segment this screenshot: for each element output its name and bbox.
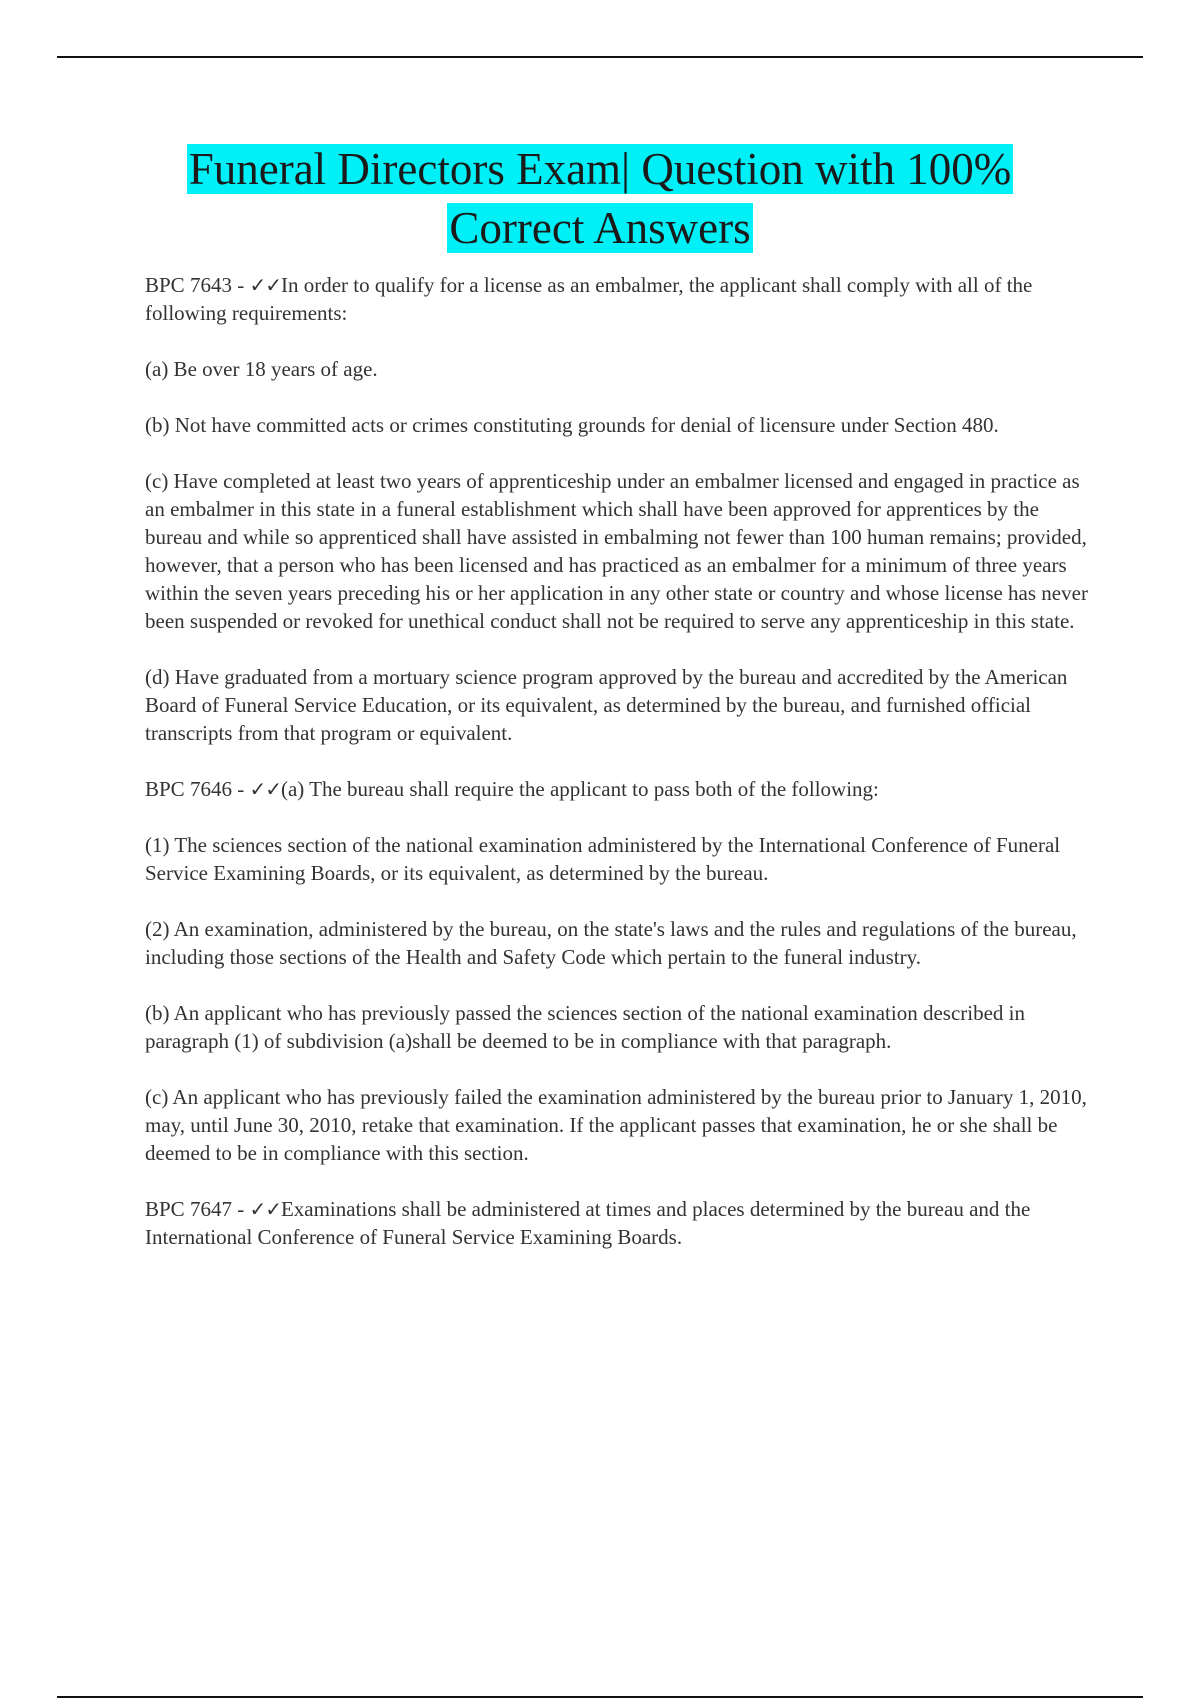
top-rule [57,56,1143,58]
document-body [145,271,1100,1279]
double-check-icon: ✓✓ [249,777,281,801]
paragraph-a: (a) Be over 18 years of age. [145,357,378,381]
title-line-2: Correct Answers [449,203,751,253]
question-bpc-7646 [145,775,1100,803]
paragraph-c: (c) Have completed at least two years of apprenticeship under an embalmer licensed and engaged in practice as an embalmer in this state in a funeral establishment which shall have been approved for apprentices by the bureau and while so apprenticed shall have assisted in embalming not fewer than 100 human remains; provided, however, that a person who has been licensed and has practiced as an embalmer for a minimum of three years within the seven years preceding his or her application in any other state or country and whose license has never been suspended or revoked for unethical conduct shall not be required to serve any apprenticeship in this state. [145,469,1088,633]
question-bpc-7647 [145,1195,1100,1251]
double-check-icon: ✓✓ [249,1197,281,1221]
question-bpc-7643 [145,271,1100,327]
paragraph-d: (d) Have graduated from a mortuary science program approved by the bureau and accredited by the American Board of Funeral Service Education, or its equivalent, as determined by the bureau, and furnished official transcripts from that program or equivalent. [145,665,1068,745]
double-check-icon: ✓✓ [249,273,281,297]
paragraph-1: (1) The sciences section of the national examination administered by the International Conference of Funeral Service Examining Boards, or its equivalent, as determined by the bureau. [145,833,1061,885]
bottom-rule [57,1696,1143,1698]
title-line-1: Funeral Directors Exam| Question with 100% [188,144,1012,194]
answer-text: (a) The bureau shall require the applicant to pass both of the following: [280,777,879,801]
paragraph-b: (b) An applicant who has previously passed the sciences section of the national examination described in paragraph (1) of subdivision (a)shall be deemed to be in compliance with that paragraph. [145,1001,1026,1053]
question-code: BPC 7643 - [145,273,250,297]
answer-text: Examinations shall be administered at times and places determined by the bureau and the International Conference of Funeral Service Examining Boards. [145,1197,1031,1249]
paragraph-2: (2) An examination, administered by the bureau, on the state's laws and the rules and regulations of the bureau, including those sections of the Health and Safety Code which pertain to the funeral industry. [145,917,1077,969]
question-code: BPC 7646 - [145,777,250,801]
paragraph-b: (b) Not have committed acts or crimes constituting grounds for denial of licensure under Section 480. [145,413,999,437]
paragraph-c: (c) An applicant who has previously failed the examination administered by the bureau prior to January 1, 2010, may, until June 30, 2010, retake that examination. If the applicant passes that examination, he or she shall be deemed to be in compliance with this section. [145,1085,1087,1165]
document-title [100,140,1100,258]
answer-text: In order to qualify for a license as an embalmer, the applicant shall comply with all of the following requirements: [145,273,1033,325]
question-code: BPC 7647 - [145,1197,250,1221]
